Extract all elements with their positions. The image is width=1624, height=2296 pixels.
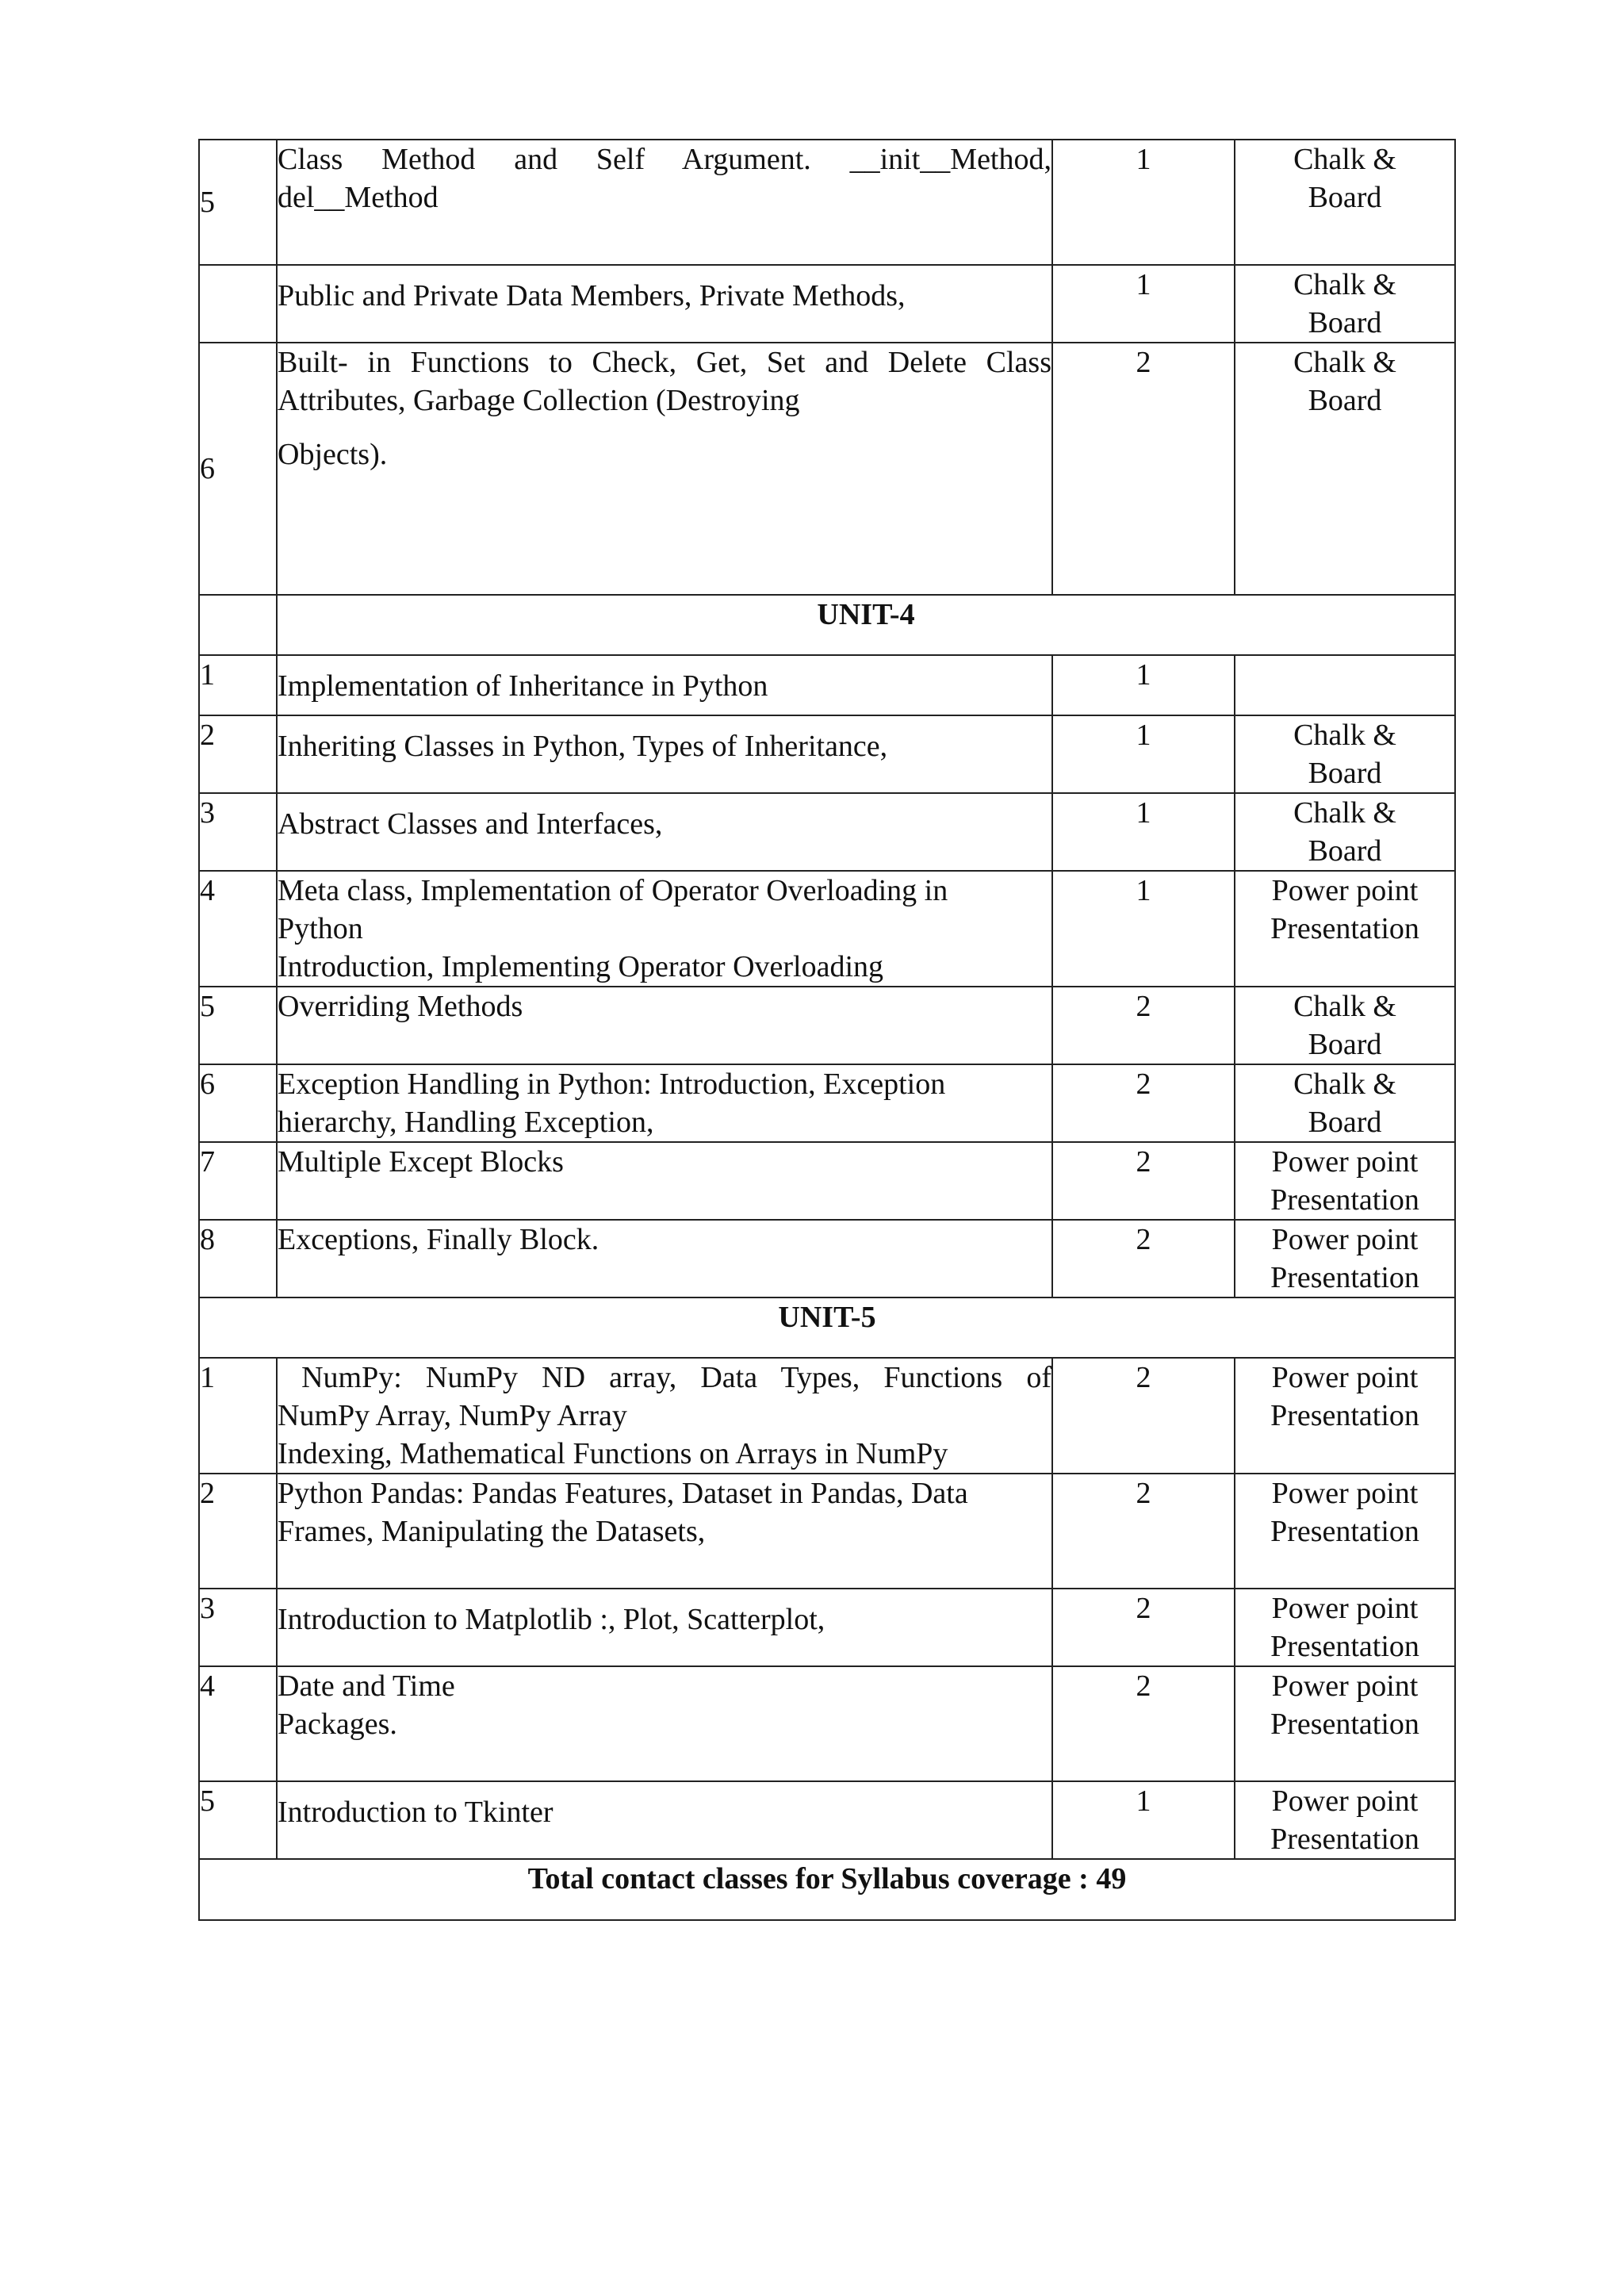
unit-heading: UNIT-4 <box>277 595 1455 655</box>
method-line: Power point <box>1271 1669 1419 1703</box>
row-number: 6 <box>199 1064 277 1142</box>
topic-line: Introduction to Matplotlib :, Plot, Scatterplot, <box>278 1603 825 1636</box>
topic-line: Introduction to Tkinter <box>278 1796 553 1829</box>
topic-cell <box>277 871 1052 987</box>
hours-cell: 1 <box>1052 655 1235 715</box>
topic-cell <box>277 265 1052 343</box>
row-number: 2 <box>199 715 277 793</box>
method-line: Power point <box>1271 1477 1419 1510</box>
topic-cell <box>277 1064 1052 1142</box>
method-cell <box>1235 987 1455 1064</box>
method-cell <box>1235 265 1455 343</box>
topic-cell <box>277 655 1052 715</box>
method-line: Presentation <box>1270 1183 1419 1217</box>
topic-cell <box>277 715 1052 793</box>
row-number: 4 <box>199 871 277 987</box>
topic-cell <box>277 343 1052 595</box>
method-line: Chalk & <box>1293 796 1396 830</box>
method-line: Power point <box>1271 874 1419 907</box>
table-row <box>199 140 1455 265</box>
method-cell <box>1235 343 1455 595</box>
table-row <box>199 871 1455 987</box>
hours-cell: 2 <box>1052 1589 1235 1666</box>
topic-line: NumPy: NumPy ND array, Data Types, Functions of <box>278 1361 1051 1394</box>
topic-line: Public and Private Data Members, Private Methods, <box>278 279 906 312</box>
hours-cell: 2 <box>1052 1064 1235 1142</box>
topic-cell <box>277 1358 1052 1474</box>
table-row <box>199 793 1455 871</box>
method-line: Presentation <box>1270 1823 1419 1856</box>
method-line: Presentation <box>1270 1399 1419 1432</box>
method-line: Power point <box>1271 1145 1419 1179</box>
method-line: Presentation <box>1270 1708 1419 1741</box>
hours-cell: 2 <box>1052 343 1235 595</box>
unit-heading-row <box>199 1297 1455 1358</box>
topic-cell <box>277 1142 1052 1220</box>
topic-line: Meta class, Implementation of Operator Overloading in <box>278 874 948 907</box>
hours-cell: 1 <box>1052 1781 1235 1859</box>
method-line: Power point <box>1271 1223 1419 1256</box>
hours-cell: 1 <box>1052 140 1235 265</box>
row-number: 7 <box>199 1142 277 1220</box>
method-line: Power point <box>1271 1361 1419 1394</box>
topic-line: Introduction, Implementing Operator Overloading <box>278 950 884 983</box>
method-line: Chalk & <box>1293 719 1396 752</box>
topic-line: Overriding Methods <box>278 990 523 1023</box>
table-row <box>199 1589 1455 1666</box>
method-cell <box>1235 1142 1455 1220</box>
topic-cell <box>277 1589 1052 1666</box>
topic-line: Date and Time <box>278 1669 455 1703</box>
topic-cell <box>277 987 1052 1064</box>
row-number: 3 <box>199 1589 277 1666</box>
method-cell <box>1235 1220 1455 1297</box>
hours-cell: 2 <box>1052 1474 1235 1589</box>
method-line: Board <box>1308 1106 1382 1139</box>
table-row <box>199 1358 1455 1474</box>
method-line: Presentation <box>1270 1515 1419 1548</box>
topic-line: Multiple Except Blocks <box>278 1145 564 1179</box>
topic-line: Class Method and Self Argument. __init__Method, <box>278 143 1051 176</box>
hours-cell: 1 <box>1052 871 1235 987</box>
method-line: Board <box>1308 306 1382 339</box>
topic-line: Packages. <box>278 1708 397 1741</box>
method-cell <box>1235 1589 1455 1666</box>
lesson-plan-table <box>198 139 1456 1921</box>
topic-line: Exception Handling in Python: Introduction, Exception <box>278 1068 946 1101</box>
table-row <box>199 1142 1455 1220</box>
row-number: 8 <box>199 1220 277 1297</box>
empty-cell <box>199 595 277 655</box>
table-row <box>199 265 1455 343</box>
hours-cell: 2 <box>1052 1142 1235 1220</box>
topic-line: Inheriting Classes in Python, Types of Inheritance, <box>278 730 888 763</box>
row-number <box>199 265 277 343</box>
method-cell <box>1235 140 1455 265</box>
unit-heading: UNIT-5 <box>199 1297 1455 1358</box>
row-number: 4 <box>199 1666 277 1781</box>
row-number: 1 <box>199 655 277 715</box>
method-line: Board <box>1308 834 1382 868</box>
method-line: Board <box>1308 384 1382 417</box>
hours-cell: 2 <box>1052 1666 1235 1781</box>
hours-cell: 2 <box>1052 1220 1235 1297</box>
table-row <box>199 1064 1455 1142</box>
total-row <box>199 1859 1455 1920</box>
table-row <box>199 1666 1455 1781</box>
method-line: Board <box>1308 181 1382 214</box>
hours-cell: 1 <box>1052 793 1235 871</box>
row-number: 6 <box>199 343 277 595</box>
method-line: Chalk & <box>1293 268 1396 301</box>
topic-cell <box>277 1781 1052 1859</box>
topic-line: Python Pandas: Pandas Features, Dataset in Pandas, Data <box>278 1477 968 1510</box>
method-cell <box>1235 1064 1455 1142</box>
method-cell <box>1235 793 1455 871</box>
topic-cell <box>277 793 1052 871</box>
table-row <box>199 655 1455 715</box>
method-cell <box>1235 715 1455 793</box>
topic-line: Exceptions, Finally Block. <box>278 1223 599 1256</box>
table-row <box>199 987 1455 1064</box>
method-line: Chalk & <box>1293 346 1396 379</box>
topic-line: Implementation of Inheritance in Python <box>278 669 768 703</box>
method-line: Presentation <box>1270 1630 1419 1663</box>
topic-line: hierarchy, Handling Exception, <box>278 1106 654 1139</box>
method-line: Board <box>1308 1028 1382 1061</box>
topic-line: Objects). <box>278 438 388 471</box>
topic-line: Python <box>278 912 363 945</box>
topic-cell <box>277 1666 1052 1781</box>
unit-heading-row <box>199 595 1455 655</box>
method-cell <box>1235 1781 1455 1859</box>
topic-line: Indexing, Mathematical Functions on Arrays in NumPy <box>278 1437 948 1470</box>
method-line: Power point <box>1271 1592 1419 1625</box>
table-row <box>199 1220 1455 1297</box>
table-row <box>199 343 1455 595</box>
method-cell <box>1235 655 1455 715</box>
table-row <box>199 715 1455 793</box>
method-line: Chalk & <box>1293 1068 1396 1101</box>
method-line: Chalk & <box>1293 143 1396 176</box>
topic-cell <box>277 140 1052 265</box>
hours-cell: 1 <box>1052 265 1235 343</box>
row-number: 1 <box>199 1358 277 1474</box>
method-line: Power point <box>1271 1784 1419 1818</box>
method-line: Presentation <box>1270 1261 1419 1294</box>
method-cell <box>1235 1358 1455 1474</box>
topic-line: NumPy Array, NumPy Array <box>278 1399 627 1432</box>
table-row <box>199 1781 1455 1859</box>
topic-line: Attributes, Garbage Collection (Destroying <box>278 384 800 417</box>
method-cell <box>1235 1474 1455 1589</box>
topic-cell <box>277 1474 1052 1589</box>
topic-line: Abstract Classes and Interfaces, <box>278 807 663 841</box>
hours-cell: 2 <box>1052 1358 1235 1474</box>
row-number: 2 <box>199 1474 277 1589</box>
hours-cell: 1 <box>1052 715 1235 793</box>
method-line: Chalk & <box>1293 990 1396 1023</box>
hours-cell: 2 <box>1052 987 1235 1064</box>
table-row <box>199 1474 1455 1589</box>
topic-cell <box>277 1220 1052 1297</box>
row-number: 5 <box>199 987 277 1064</box>
row-number: 5 <box>199 1781 277 1859</box>
total-contact-classes: Total contact classes for Syllabus coverage : 49 <box>199 1859 1455 1920</box>
method-cell <box>1235 871 1455 987</box>
method-line: Presentation <box>1270 912 1419 945</box>
topic-line: Built- in Functions to Check, Get, Set and Delete Class <box>278 346 1051 379</box>
row-number: 5 <box>199 140 277 265</box>
row-number: 3 <box>199 793 277 871</box>
method-cell <box>1235 1666 1455 1781</box>
method-line: Board <box>1308 757 1382 790</box>
topic-line: Frames, Manipulating the Datasets, <box>278 1515 706 1548</box>
topic-line: del__Method <box>278 181 439 214</box>
